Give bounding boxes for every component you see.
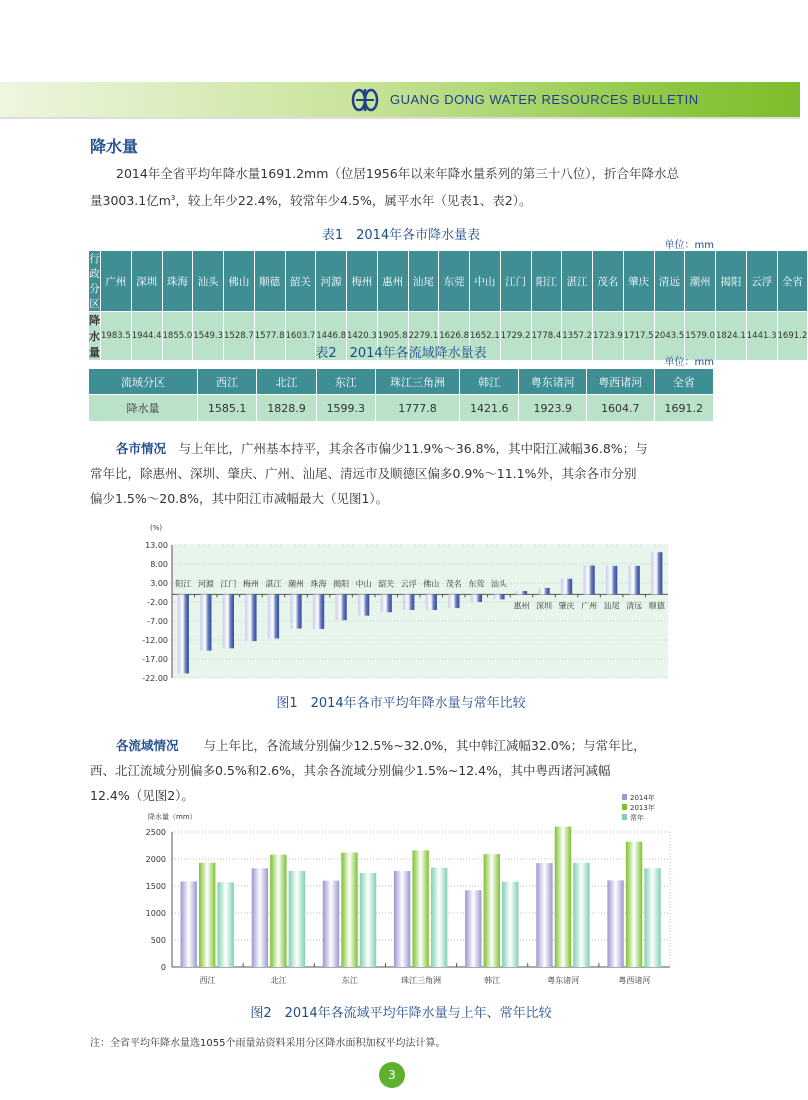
y-tick-label: 1500 (145, 882, 166, 891)
bar (223, 594, 234, 648)
intro-text: 量3003.1亿m (90, 193, 171, 209)
paragraph-text: 常年比，除惠州、深圳、肇庆、广州、汕尾、清远市及顺德区偏多0.9%～11.1%外，其余各市分别 (90, 466, 637, 481)
bar (335, 594, 346, 620)
table-cell: 1691.2 (654, 395, 713, 422)
column-header: 西江 (198, 369, 257, 395)
bar (200, 594, 211, 650)
table-cell: 1923.9 (519, 395, 587, 422)
bar (381, 594, 392, 612)
category-label: 汕头 (490, 579, 507, 589)
bar (644, 868, 660, 967)
column-header: 江门 (500, 251, 531, 312)
category-label: 清远 (626, 601, 643, 611)
bar (651, 552, 662, 594)
bar (426, 594, 437, 610)
table-cell: 1528.7 (224, 312, 255, 361)
bar (536, 863, 552, 967)
column-header: 阳江 (531, 251, 562, 312)
column-header: 中山 (470, 251, 501, 312)
intro-line (90, 186, 730, 213)
column-header: 惠州 (377, 251, 408, 312)
table-cell: 1777.8 (375, 395, 459, 422)
bar (493, 594, 504, 599)
intro-text: ，较上年少22.4%，较常年少4.5%，属平水年（见表1、表2）。 (175, 193, 532, 209)
bar (394, 871, 410, 967)
column-header: 深圳 (131, 251, 162, 312)
row-label: 降水量 (89, 312, 101, 361)
category-label: 中山 (355, 579, 372, 589)
legend-swatch (622, 804, 627, 810)
table-cell: 1723.9 (593, 312, 624, 361)
bar (199, 863, 215, 967)
table-cell: 1441.3 (746, 312, 777, 361)
column-header: 揭阳 (716, 251, 747, 312)
bulletin-logo-icon (352, 88, 378, 112)
intro-line: 2014年全省平均年降水量1691.2mm（位居1956年以来年降水量系列的第三十八位），折合年降水总 (116, 166, 679, 181)
bar (252, 868, 268, 967)
bar (516, 591, 527, 594)
category-label: 云浮 (400, 579, 417, 589)
y-tick-label: -22.00 (142, 674, 168, 683)
paragraph-text: 与上年比，广州基本持平，其余各市偏少11.9%～36.8%，其中阳江减幅36.8%；与 (178, 441, 648, 456)
table-cell: 1905.8 (377, 312, 408, 361)
table-cell: 1585.1 (198, 395, 257, 422)
table1-unit: 单位：mm (664, 240, 714, 251)
bar (341, 853, 357, 967)
category-label: 梅州 (242, 579, 259, 589)
category-label: 汕尾 (603, 601, 620, 611)
table-cell: 1446.8 (316, 312, 347, 361)
table-cell: 1420.3 (347, 312, 378, 361)
table-cell: 1421.6 (460, 395, 519, 422)
table2-unit: 单位：mm (664, 357, 714, 368)
bar (181, 881, 197, 967)
y-tick-label: 2000 (145, 855, 166, 864)
bar (629, 566, 640, 595)
y-tick-label: 13.00 (145, 541, 168, 550)
bar (218, 882, 234, 967)
bar (313, 594, 324, 629)
category-label: 东江 (341, 976, 358, 985)
table-cell: 1357.2 (562, 312, 593, 361)
y-tick-label: 500 (150, 936, 166, 945)
bar (245, 594, 256, 641)
y-tick-label: 1000 (145, 909, 166, 918)
legend-swatch (622, 814, 627, 820)
column-header: 广州 (101, 251, 132, 312)
figure1-caption: 图1 2014年各市平均年降水量与常年比较 (276, 696, 526, 711)
bar (555, 827, 571, 967)
y-axis-label: 降水量（mm） (148, 813, 197, 821)
bar (448, 594, 459, 608)
bar (290, 594, 301, 628)
bar (412, 850, 428, 967)
column-header: 珠海 (162, 251, 193, 312)
category-label: 珠江三角洲 (401, 976, 441, 985)
column-header: 全省 (654, 369, 713, 395)
section-title: 降水量 (90, 137, 139, 156)
category-label: 潮州 (288, 579, 304, 589)
bar (268, 594, 279, 638)
category-label: 韶关 (378, 579, 395, 589)
bar (323, 881, 339, 967)
bar (270, 855, 286, 967)
table-row (89, 395, 714, 422)
column-header: 汕尾 (408, 251, 439, 312)
column-header: 佛山 (224, 251, 255, 312)
table-cell: 1778.4 (531, 312, 562, 361)
column-header: 湛江 (562, 251, 593, 312)
column-header: 肇庆 (623, 251, 654, 312)
bar (606, 566, 617, 595)
column-header: 顺德 (254, 251, 285, 312)
category-label: 粤东诸河 (547, 976, 580, 985)
category-label: 湛江 (265, 579, 282, 589)
table-cell: 2279.1 (408, 312, 439, 361)
y-tick-label: -17.00 (142, 655, 168, 664)
bar (583, 566, 594, 595)
column-header: 韩江 (460, 369, 519, 395)
category-label: 粤西诸河 (618, 976, 651, 985)
y-axis-label: (%) (150, 524, 163, 532)
bar (502, 882, 518, 967)
bar (289, 871, 305, 967)
column-header: 东江 (316, 369, 375, 395)
bar (178, 594, 189, 673)
table-cell: 1717.5 (623, 312, 654, 361)
column-header: 东莞 (439, 251, 470, 312)
intro-paragraph (90, 161, 730, 213)
paragraph-text: 12.4%（见图2）。 (90, 788, 194, 803)
figure2-caption: 图2 2014年各流域平均年降水量与上年、常年比较 (250, 1006, 552, 1021)
paragraph-text: 偏少1.5%～20.8%，其中阳江市减幅最大（见图1）。 (90, 491, 389, 506)
column-header: 云浮 (746, 251, 777, 312)
column-header: 韶关 (285, 251, 316, 312)
column-header: 清远 (654, 251, 685, 312)
category-label: 西江 (199, 976, 216, 985)
category-label: 东莞 (468, 579, 485, 589)
table-cell: 1579.0 (685, 312, 716, 361)
column-header: 河源 (316, 251, 347, 312)
city-paragraph (90, 436, 730, 511)
footnote: 注：全省平均年降水量选1055个雨量站资料采用分区降水面积加权平均法计算。 (90, 1038, 446, 1049)
row-label: 降水量 (89, 395, 198, 422)
y-tick-label: 8.00 (150, 560, 168, 569)
table-cell: 1626.8 (439, 312, 470, 361)
legend-label: 常年 (630, 814, 644, 822)
table-cell: 1652.1 (470, 312, 501, 361)
table-cell: 1855.0 (162, 312, 193, 361)
bar (573, 863, 589, 967)
column-header: 行政分区 (89, 251, 101, 312)
category-label: 揭阳 (333, 579, 350, 589)
table-cell: 1983.5 (101, 312, 132, 361)
chart-city-anomaly (130, 518, 690, 690)
superscript: 3 (170, 194, 176, 202)
table-cell: 1824.1 (716, 312, 747, 361)
y-tick-label: 3.00 (150, 579, 168, 588)
bar (358, 594, 369, 615)
category-label: 河源 (197, 579, 214, 589)
paragraph-lead: 各流域情况 (116, 738, 179, 753)
column-header: 流域分区 (89, 369, 198, 395)
table-cell: 1577.8 (254, 312, 285, 361)
y-tick-label: -7.00 (147, 617, 168, 626)
category-label: 珠海 (310, 579, 327, 589)
bar (484, 854, 500, 967)
paragraph-text: 与上年比，各流域分别偏少12.5%~32.0%，其中韩江减幅32.0%；与常年比， (203, 738, 646, 753)
paragraph-text: 西、北江流域分别偏多0.5%和2.6%，其余各流域分别偏少1.5%~12.4%，其中粤西诸河减幅 (90, 763, 611, 778)
column-header: 汕头 (193, 251, 224, 312)
table-cell: 1603.7 (285, 312, 316, 361)
bulletin-title: GUANG DONG WATER RESOURCES BULLETIN (390, 92, 699, 107)
bar (431, 868, 447, 967)
legend-swatch (622, 794, 627, 800)
table-cell: 1828.9 (257, 395, 316, 422)
bar (607, 880, 623, 967)
bar (561, 579, 572, 595)
category-label: 北江 (270, 976, 287, 985)
column-header: 珠江三角洲 (375, 369, 459, 395)
bar (626, 842, 642, 967)
bar (465, 890, 481, 967)
category-label: 广州 (581, 601, 598, 611)
category-label: 佛山 (423, 579, 440, 589)
category-label: 惠州 (513, 601, 530, 611)
column-header: 粤西诸河 (587, 369, 655, 395)
category-label: 韩江 (484, 976, 501, 985)
table-cell: 1944.4 (131, 312, 162, 361)
category-label: 江门 (220, 579, 237, 589)
chart-basin-comparison (130, 792, 690, 992)
column-header: 全省 (777, 251, 808, 312)
page-number: 3 (379, 1062, 405, 1088)
paragraph-lead: 各市情况 (116, 441, 167, 456)
column-header: 潮州 (685, 251, 716, 312)
table-header-row (89, 251, 808, 312)
table-cell: 1599.3 (316, 395, 375, 422)
legend-label: 2014年 (630, 794, 655, 802)
category-label: 顺德 (648, 601, 665, 611)
table-cell: 1604.7 (587, 395, 655, 422)
bar (471, 594, 482, 602)
category-label: 茂名 (445, 579, 462, 589)
bar (360, 873, 376, 967)
category-label: 深圳 (536, 601, 552, 611)
bar (403, 594, 414, 610)
table-cell: 2043.5 (654, 312, 685, 361)
column-header: 北江 (257, 369, 316, 395)
column-header: 粤东诸河 (519, 369, 587, 395)
column-header: 茂名 (593, 251, 624, 312)
table-cell: 1729.2 (500, 312, 531, 361)
y-tick-label: -2.00 (147, 598, 168, 607)
y-tick-label: -12.00 (142, 636, 168, 645)
bar (538, 588, 549, 594)
table-header-row (89, 369, 714, 395)
table1-caption: 表1 2014年各市降水量表 (321, 228, 481, 243)
y-tick-label: 2500 (145, 828, 166, 837)
table-basin-precipitation (88, 368, 714, 422)
category-label: 肇庆 (558, 601, 575, 611)
table-cell: 1549.3 (193, 312, 224, 361)
column-header: 梅州 (347, 251, 378, 312)
y-tick-label: 0 (160, 963, 166, 972)
table2-caption: 表2 2014年各流域降水量表 (315, 346, 487, 361)
table-cell: 1691.2 (777, 312, 808, 361)
category-label: 阳江 (175, 579, 192, 589)
legend-label: 2013年 (630, 804, 655, 812)
